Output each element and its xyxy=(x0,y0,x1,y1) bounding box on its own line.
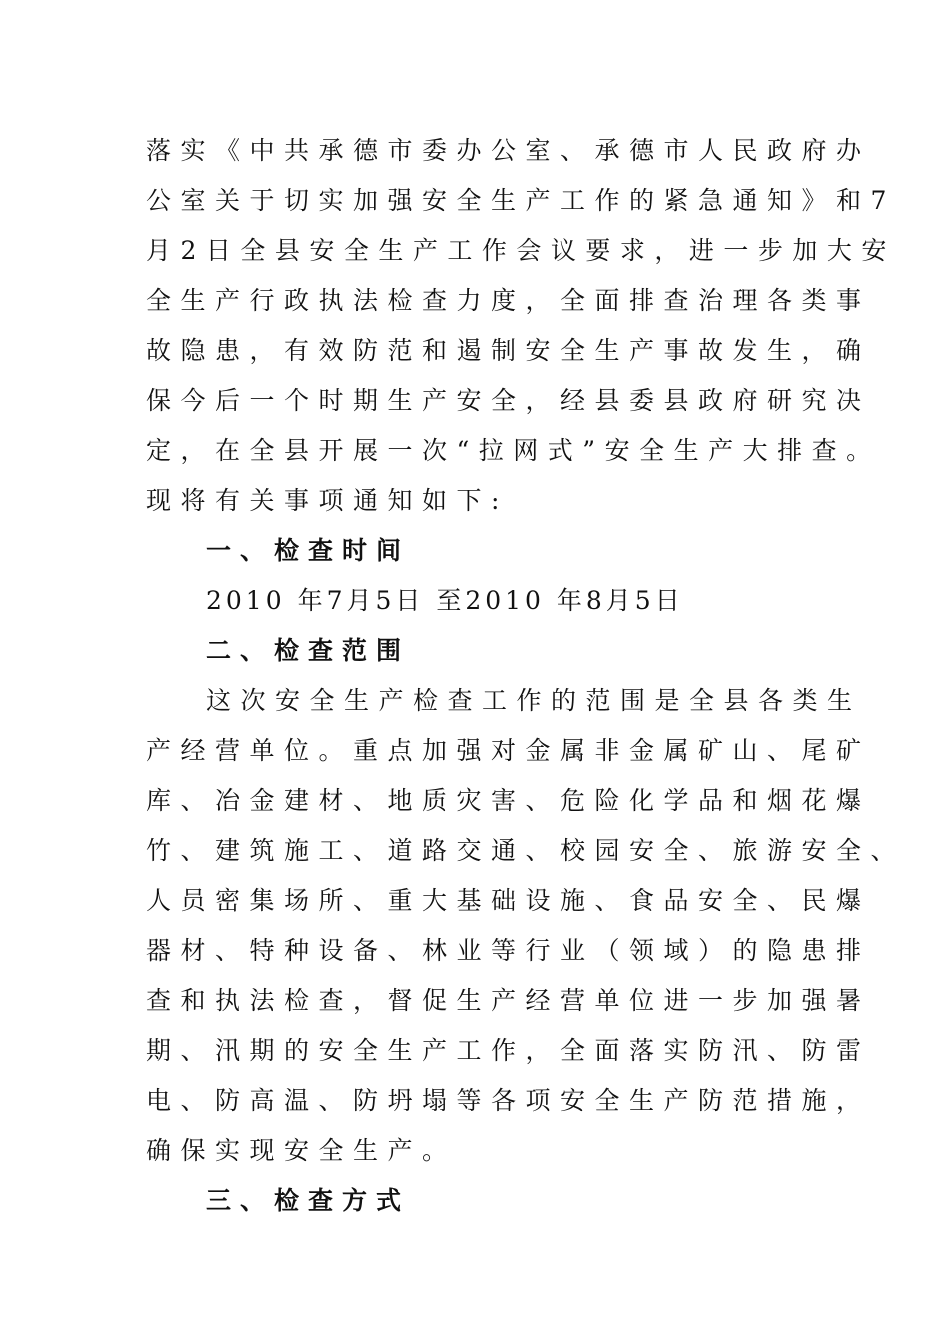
intro-line-3: 月2日全县安全生产工作会议要求，进一步加大安 xyxy=(146,236,896,265)
intro-line-6: 保今后一个时期生产安全，经县委县政府研究决 xyxy=(146,386,871,415)
section-2-line-2: 产经营单位。重点加强对金属非金属矿山、尾矿 xyxy=(146,736,871,765)
intro-line-7: 定，在全县开展一次“拉网式”安全生产大排查。 xyxy=(146,436,881,465)
section-2-line-9: 电、防高温、防坍塌等各项安全生产防范措施， xyxy=(146,1086,871,1115)
intro-line-5: 故隐患，有效防范和遏制安全生产事故发生，确 xyxy=(146,336,871,365)
section-2-line-1: 这次安全生产检查工作的范围是全县各类生 xyxy=(206,686,862,715)
section-1-body: 2010 年7月5日 至2010 年8月5日 xyxy=(206,586,684,615)
section-3-heading: 三、检查方式 xyxy=(206,1186,411,1215)
section-2-line-8: 期、汛期的安全生产工作，全面落实防汛、防雷 xyxy=(146,1036,871,1065)
intro-line-2: 公室关于切实加强安全生产工作的紧急通知》和7 xyxy=(146,186,896,215)
section-1-heading: 一、检查时间 xyxy=(206,536,411,565)
section-2-line-5: 人员密集场所、重大基础设施、食品安全、民爆 xyxy=(146,886,871,915)
section-2-heading: 二、检查范围 xyxy=(206,636,411,665)
section-2-line-3: 库、冶金建材、地质灾害、危险化学品和烟花爆 xyxy=(146,786,871,815)
section-2-line-10: 确保实现安全生产。 xyxy=(146,1136,457,1165)
intro-line-8: 现将有关事项通知如下: xyxy=(146,486,509,515)
section-2-line-4: 竹、建筑施工、道路交通、校园安全、旅游安全、 xyxy=(146,836,906,865)
section-2-line-6: 器材、特种设备、林业等行业（领域）的隐患排 xyxy=(146,936,871,965)
intro-line-4: 全生产行政执法检查力度，全面排查治理各类事 xyxy=(146,286,871,315)
section-2-line-7: 查和执法检查，督促生产经营单位进一步加强暑 xyxy=(146,986,871,1015)
intro-line-1: 落实《中共承德市委办公室、承德市人民政府办 xyxy=(146,136,871,165)
